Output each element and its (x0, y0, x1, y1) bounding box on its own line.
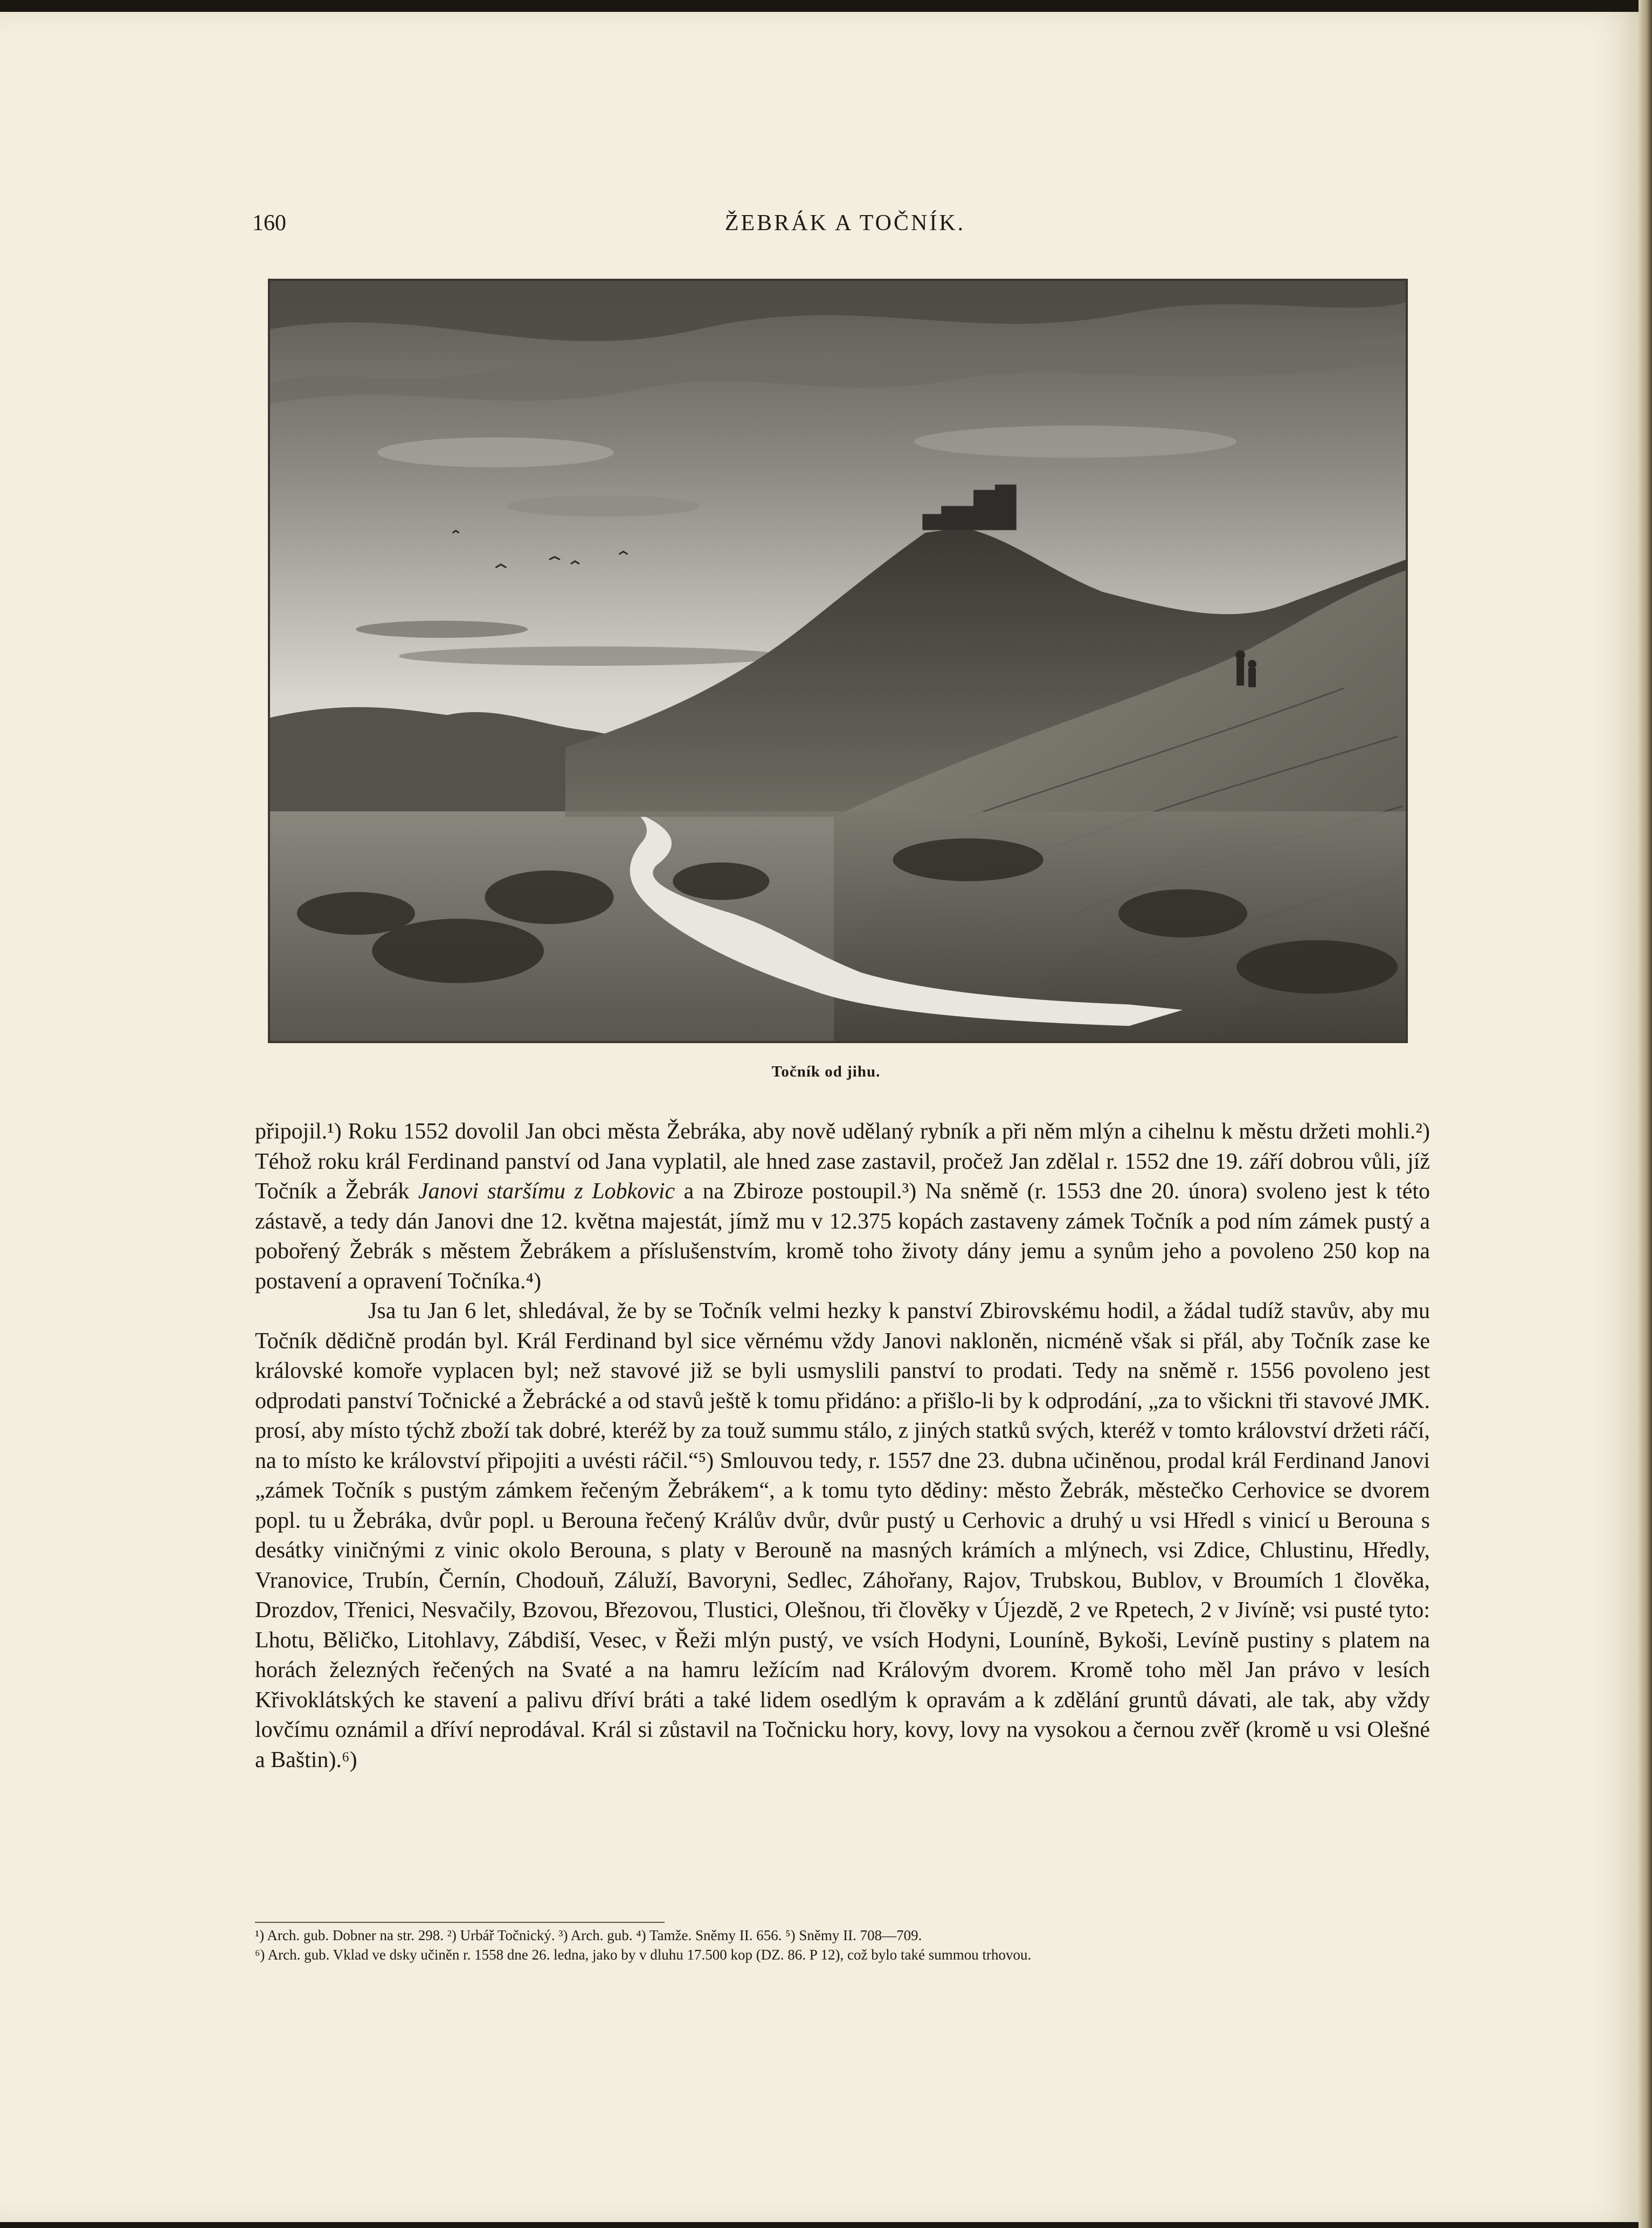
page-number: 160 (252, 211, 286, 236)
paragraph-1-text: připojil.¹) Roku 1552 dovolil Jan obci města Žebráka, aby nově udělaný rybník a při něm mlýn a cihelnu k městu držeti mohli.²) Téhož roku král Ferdinand panství od Jana vyplatil, ale hned zase zastavil, pročež Jan zdělal r. 1552 dne 19. září dobrou vůli, jíž Točník a Žebrák (255, 1119, 1430, 1204)
running-title: ŽEBRÁK A TOČNÍK. (724, 211, 966, 236)
page-header (252, 210, 1438, 243)
paragraph-1 (255, 1117, 1430, 1296)
book-page (0, 12, 1639, 2222)
footnote-line-1: ¹) Arch. gub. Dobner na str. 298. ²) Urbář Točnický. ³) Arch. gub. ⁴) Tamže. Sněmy II. 656. ⁵) Sněmy II. 708—709. (255, 1927, 922, 1943)
footnote-rule (255, 1922, 665, 1923)
footnote-line-2: ⁶) Arch. gub. Vklad ve dsky učiněn r. 1558 dne 26. ledna, jako by v dluhu 17.500 kop (DZ. 86. P 12), což bylo také summou trhovou. (255, 1947, 1032, 1963)
figure-caption: Točník od jihu. (771, 1063, 881, 1080)
book-page-edge (1639, 0, 1652, 2228)
paragraph-2: Jsa tu Jan 6 let, shledával, že by se Točník velmi hezky k panství Zbirovskému hodil, a žádal tudíž stavův, aby mu Točník dědičně prodán byl. Král Ferdinand byl sice věrnému vždy Janovi nakloněn, nicméně však si přál, aby Točník zase ke královské komoře vyplacen byl; než stavové již se byli usmyslili panství to prodati. Tedy na sněmě r. 1556 povoleno jest odprodati panství Točnické a Žebrácké a od stavů ještě k tomu přidáno: a přišlo-li by k odprodání, „za to všickni tři stavové JMK. prosí, aby místo týchž zboží tak dobré, kteréž by za touž summu stálo, z jiných statků svých, kteréž v tomto království držeti ráčí, na to místo ke království připojiti a uvésti ráčil.“⁵) Smlouvou tedy, r. 1557 dne 23. dubna učiněnou, prodal král Ferdinand Janovi „zámek Točník s pustým zámkem řečeným Žebrákem“, a k tomu tyto dědiny: město Žebrák, městečko Cerhovice se dvorem popl. tu u Žebráka, dvůr popl. u Berouna řečený Králův dvůr, dvůr pustý u Cerhovic a druhý u vsi Hředl s vinicí u Berouna s desátky viničnými z vinic okolo Berouna, s platy v Berouně na masných krámích a mlýnech, vsi Zdice, Chlustinu, Hředly, Vranovice, Trubín, Černín, Chodouň, Záluží, Bavoryni, Sedlec, Záhořany, Rajov, Trubskou, Bublov, v Broumích 1 člověka, Drozdov, Třenici, Nesvačily, Bzovou, Březovou, Tlustici, Olešnou, tři člověky v Újezdě, 2 ve Rpetech, 2 v Jivíně; vsi pusté tyto: Lhotu, Běličko, Litohlavy, Zábdiší, Vesec, v Řeži mlýn pustý, ve vsích Hodyni, Louníně, Bykoši, Levíně pustiny s platem na horách železných řečených na Svaté a na hamru ležícím nad Královým dvorem. Kromě toho měl Jan právo v lesích Křivoklátských ke stavení a palivu dříví bráti a také lidem osedlým k opravám a k zdělání gruntů dávati, ale tak, aby vždy lovčímu oznámil a dříví neprodával. Král si zůstavil na Točnicku hory, kovy, lovy na vysokou a černou zvěř (kromě u vsi Olešné a Baštin).⁶) (255, 1299, 1430, 1772)
footnotes (255, 1926, 1430, 1964)
paragraph-1-italic-name: Janovi staršímu z Lobkovic (418, 1179, 675, 1204)
tocnik-castle-engraving (270, 281, 1406, 1041)
body-text (255, 1117, 1430, 1775)
paragraph-1-text-rest: a na Zbiroze postoupil.³) Na sněmě (r. 1553 dne 20. února) svoleno jest k této zástavě, a tedy dán Janovi dne 12. května majestát, jímž mu v 12.375 kopách zastaveny zámek Točník a pod ním zámek pustý a pobořený Žebrák s městem Žebrákem a příslušenstvím, kromě toho životy dány jemu a synům jeho a povoleno 250 kop na postavení a opravení Točníka.⁴) (255, 1179, 1430, 1294)
landscape-illustration (268, 279, 1408, 1043)
